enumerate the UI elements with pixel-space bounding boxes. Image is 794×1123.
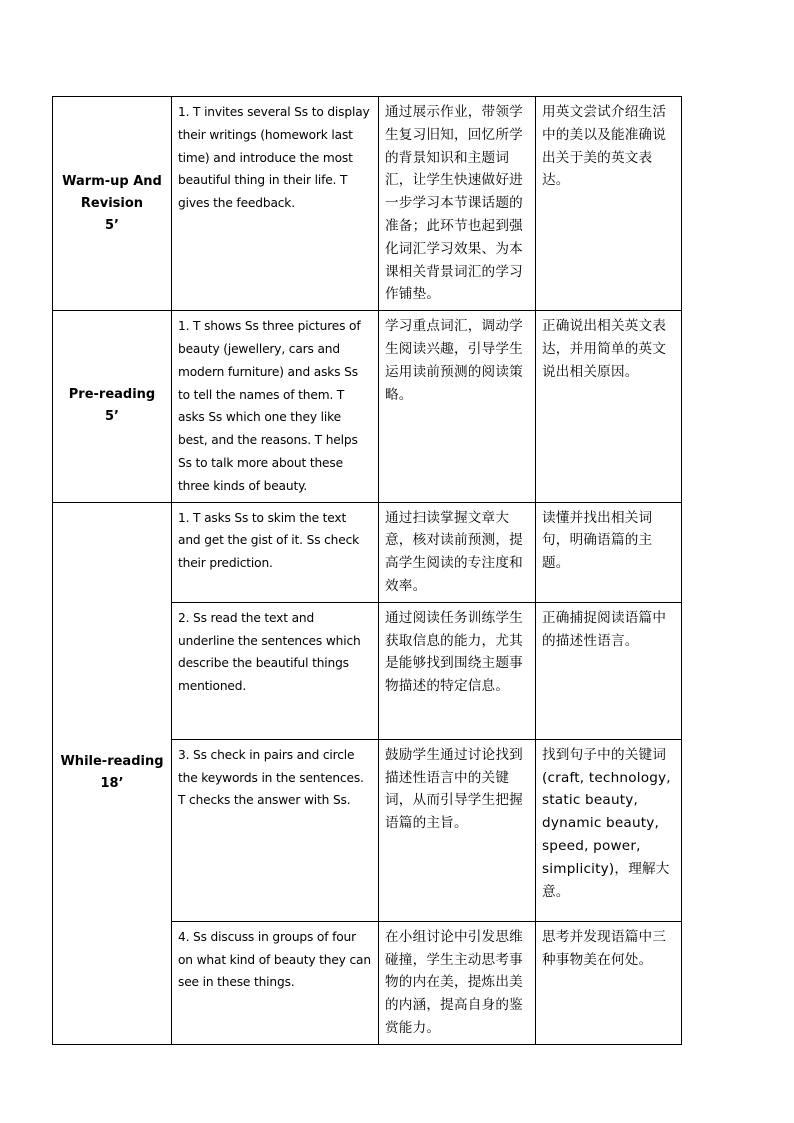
activity-cell: 4. Ss discuss in groups of four on what kind of beauty they can see in these things. [172,921,379,1044]
activity-cell: 2. Ss read the text and underline the sentences which describe the beautiful things mentioned. [172,602,379,739]
purpose-cell: 通过扫读掌握文章大意，核对读前预测，提高学生阅读的专注度和效率。 [379,502,536,602]
stage-cell [53,502,172,1044]
activity-cell: 1. T asks Ss to skim the text and get the gist of it. Ss check their prediction. [172,502,379,602]
lesson-plan-table [52,96,682,1045]
goal-cell: 读懂并找出相关词句，明确语篇的主题。 [536,502,682,602]
stage-name: While-reading [60,754,164,770]
stage-duration: 5’ [105,217,119,233]
goal-cell: 正确说出相关英文表达，并用简单的英文说出相关原因。 [536,311,682,502]
table-row [53,97,682,311]
goal-cell: 找到句子中的关键词(craft, technology, static beauty, dynamic beauty, speed, power, simplicity)，理解大意。 [536,739,682,921]
stage-cell [53,97,172,311]
activity-cell: 3. Ss check in pairs and circle the keywords in the sentences. T checks the answer with Ss. [172,739,379,921]
table-row [53,502,682,602]
activity-cell: 1. T shows Ss three pictures of beauty (jewellery, cars and modern furniture) and asks Ss to tell the names of them. T asks Ss which one they like best, and the reasons. T helps Ss to talk more about these three kinds of beauty. [172,311,379,502]
stage-duration: 18’ [100,776,124,792]
stage-duration: 5’ [105,409,119,425]
goal-cell: 思考并发现语篇中三种事物美在何处。 [536,921,682,1044]
stage-name: Pre-reading [68,387,156,403]
goal-cell: 用英文尝试介绍生活中的美以及能准确说出关于美的英文表达。 [536,97,682,311]
purpose-cell: 鼓励学生通过讨论找到描述性语言中的关键词，从而引导学生把握语篇的主旨。 [379,739,536,921]
goal-cell: 正确捕捉阅读语篇中的描述性语言。 [536,602,682,739]
purpose-cell: 在小组讨论中引发思维碰撞，学生主动思考事物的内在美，提炼出美的内涵，提高自身的鉴赏能力。 [379,921,536,1044]
stage-name: Revision [80,195,144,211]
purpose-cell: 通过阅读任务训练学生获取信息的能力，尤其是能够找到围绕主题事物描述的特定信息。 [379,602,536,739]
purpose-cell: 学习重点词汇，调动学生阅读兴趣，引导学生运用读前预测的阅读策略。 [379,311,536,502]
activity-cell: 1. T invites several Ss to display their writings (homework last time) and introduce the most beautiful thing in their life. T gives the feedback. [172,97,379,311]
stage-name: Warm-up And [62,173,162,189]
table-row [53,311,682,502]
stage-cell [53,311,172,502]
purpose-cell: 通过展示作业，带领学生复习旧知，回忆所学的背景知识和主题词汇，让学生快速做好进一步学习本节课话题的准备；此环节也起到强化词汇学习效果、为本课相关背景词汇的学习作铺垫。 [379,97,536,311]
